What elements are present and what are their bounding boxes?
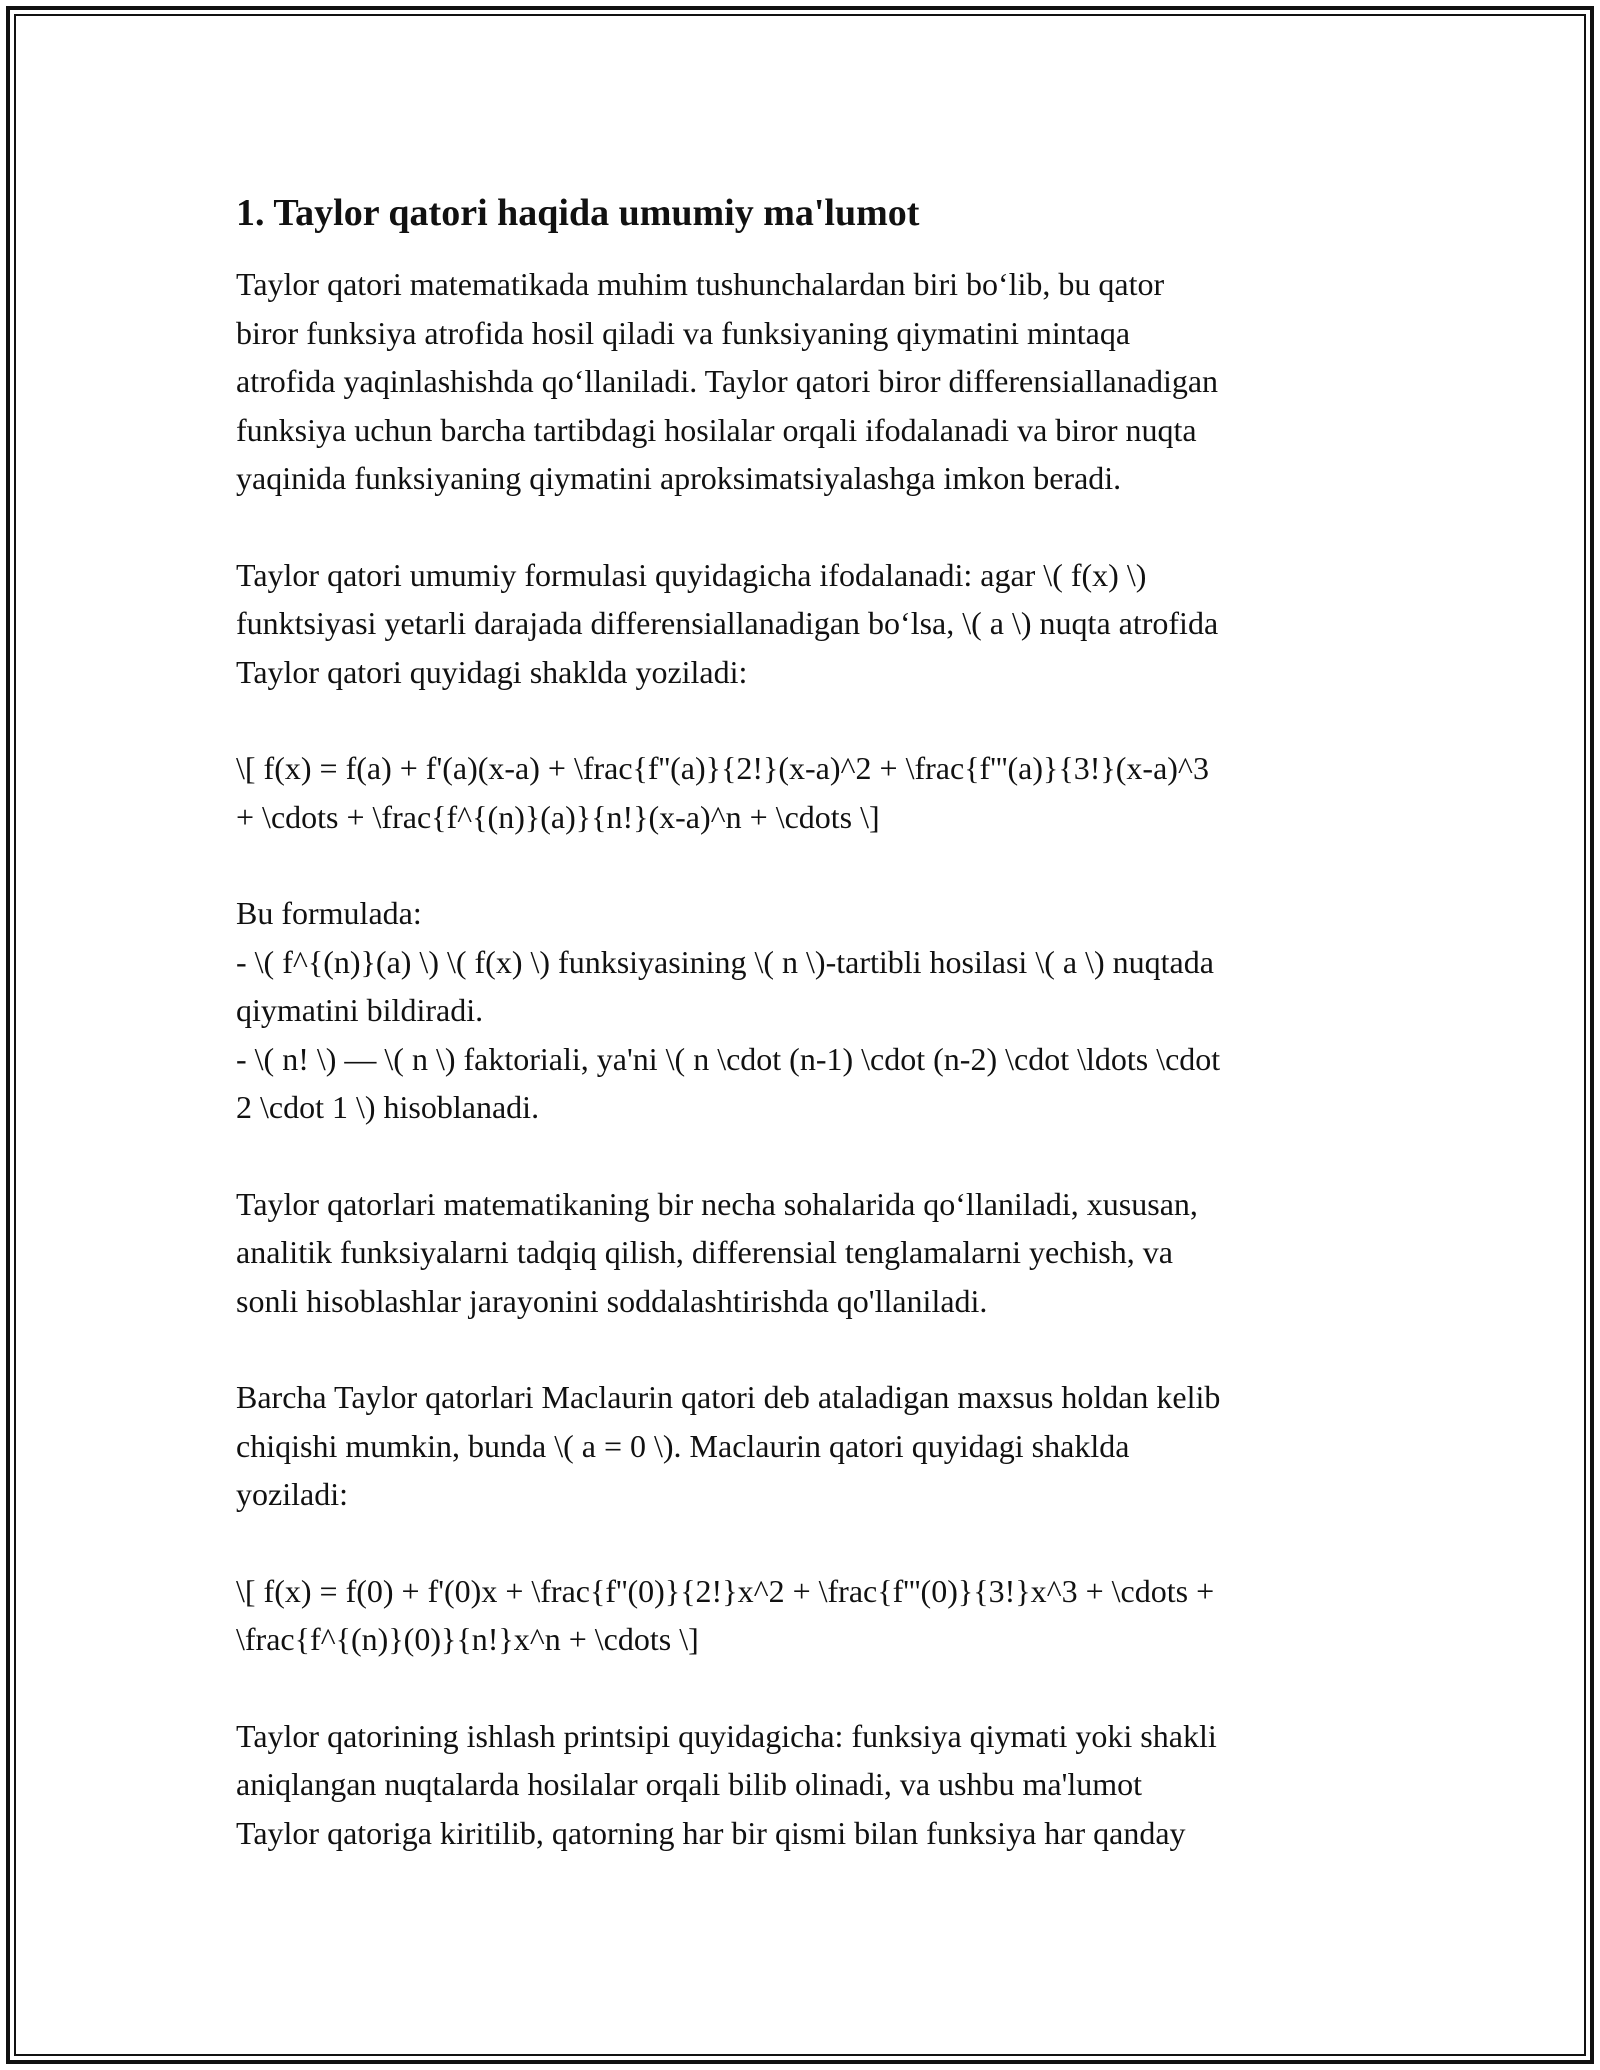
- text-line: Taylor qatori umumiy formulasi quyidagicha ifodalanadi: agar \( f(x) \): [236, 556, 1147, 593]
- text-line: funktsiyasi yetarli darajada differensiallanadigan bo‘lsa, \( a \) nuqta atrofida: [236, 605, 1219, 641]
- text-line: - \( n! \) — \( n \) faktoriali, ya'ni \( n \cdot (n-1) \cdot (n-2) \cdot \ldots \cdot: [236, 1040, 1221, 1077]
- text-line: Taylor qatoriga kiritilib, qatorning har bir qismi bilan funksiya har qanday: [236, 1814, 1186, 1851]
- text-line: qiymatini bildiradi.: [236, 992, 484, 1028]
- text-line: yoziladi:: [236, 1476, 348, 1512]
- text-line: Taylor qatorining ishlash printsipi quyidagicha: funksiya qiymati yoki shakli: [236, 1717, 1217, 1754]
- text-line: 2 \cdot 1 \) hisoblanadi.: [236, 1089, 540, 1125]
- text-line: Bu formulada:: [236, 895, 422, 931]
- paragraph-intro: [236, 260, 1376, 503]
- formula-line: \frac{f^{(n)}(0)}{n!}x^n + \cdots \]: [236, 1621, 699, 1657]
- text-line: Taylor qatorlari matematikaning bir necha sohalarida qo‘llaniladi, xususan,: [236, 1185, 1198, 1222]
- text-line: aniqlangan nuqtalarda hosilalar orqali bilib olinadi, va ushbu ma'lumot: [236, 1766, 1142, 1802]
- text-line: atrofida yaqinlashishda qo‘llaniladi. Taylor qatori biror differensiallanadigan: [236, 363, 1219, 399]
- paragraph-working-principle: [236, 1712, 1376, 1858]
- formula-taylor: [236, 744, 1376, 841]
- text-line: chiqishi mumkin, bunda \( a = 0 \). Maclaurin qatori quyidagi shaklda: [236, 1427, 1130, 1464]
- document-body: [236, 188, 1376, 1905]
- paragraph-applications: [236, 1180, 1376, 1326]
- formula-maclaurin: [236, 1567, 1376, 1664]
- text-line: Taylor qatori matematikada muhim tushunchalardan biri bo‘lib, bu qator: [236, 266, 1165, 302]
- paragraph-formula-explanation: [236, 889, 1376, 1132]
- text-line: Taylor qatori quyidagi shaklda yoziladi:: [236, 653, 748, 690]
- section-heading: 1. Taylor qatori haqida umumiy ma'lumot: [236, 192, 920, 234]
- text-line: analitik funksiyalarni tadqiq qilish, differensial tenglamalarni yechish, va: [236, 1234, 1173, 1270]
- text-line: sonli hisoblashlar jarayonini soddalashtirishda qo'llaniladi.: [236, 1282, 988, 1319]
- formula-line: \[ f(x) = f(a) + f'(a)(x-a) + \frac{f''(a)}{2!}(x-a)^2 + \frac{f'''(a)}{3!}(x-a)^3: [236, 750, 1209, 786]
- paragraph-general-formula: [236, 551, 1376, 697]
- text-line: Barcha Taylor qatorlari Maclaurin qatori deb ataladigan maxsus holdan kelib: [236, 1379, 1221, 1415]
- text-line: yaqinida funksiyaning qiymatini aproksimatsiyalashga imkon beradi.: [236, 460, 1122, 496]
- text-line: biror funksiya atrofida hosil qiladi va funksiyaning qiymatini mintaqa: [236, 314, 1131, 351]
- paragraph-maclaurin: [236, 1373, 1376, 1519]
- formula-line: + \cdots + \frac{f^{(n)}(a)}{n!}(x-a)^n + \cdots \]: [236, 798, 880, 835]
- text-line: - \( f^{(n)}(a) \) \( f(x) \) funksiyasining \( n \)-tartibli hosilasi \( a \) nuqtada: [236, 943, 1214, 980]
- formula-line: \[ f(x) = f(0) + f'(0)x + \frac{f''(0)}{2!}x^2 + \frac{f'''(0)}{3!}x^3 + \cdots +: [236, 1572, 1215, 1609]
- text-line: funksiya uchun barcha tartibdagi hosilalar orqali ifodalanadi va biror nuqta: [236, 411, 1197, 448]
